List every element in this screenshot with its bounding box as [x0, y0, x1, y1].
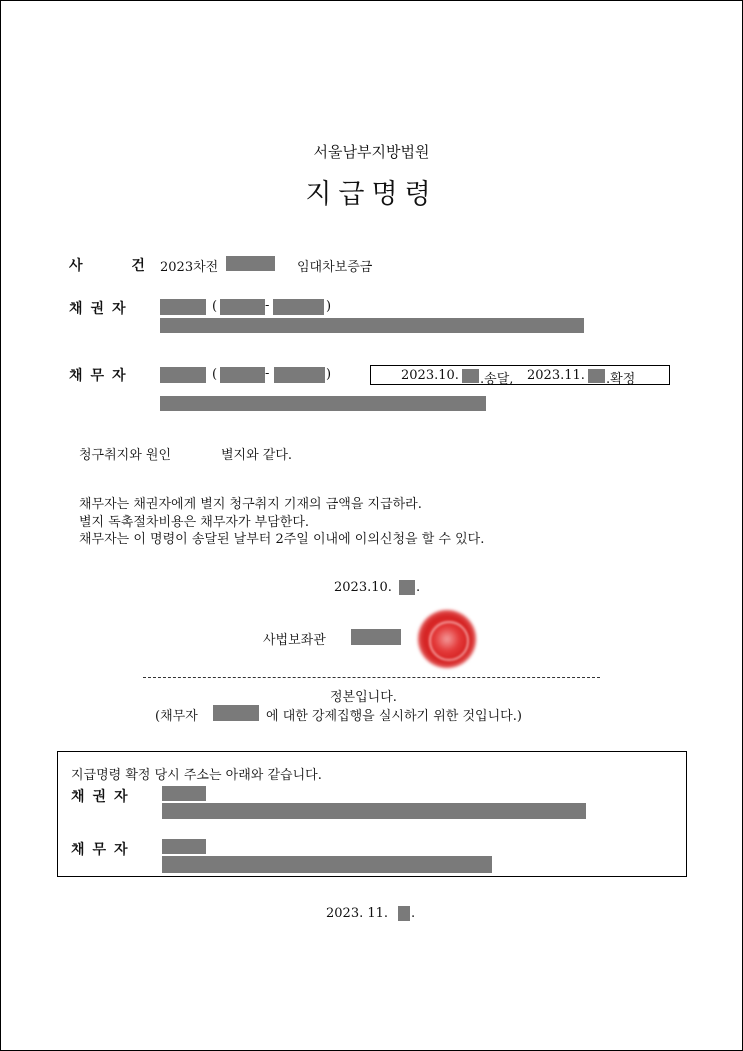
redacted-debtor-name [160, 367, 206, 383]
redacted-confirmed-day [588, 369, 605, 383]
case-label: 사 건 [69, 258, 167, 274]
address-box-intro: 지급명령 확정 당시 주소는 아래와 같습니다. [71, 768, 322, 783]
court-name: 서울남부지방법원 [313, 143, 430, 161]
redacted-address-creditor-name [162, 786, 206, 801]
certified-line-2-prefix: (채무자 [155, 709, 198, 724]
redacted-certified-debtor [213, 705, 259, 721]
final-date-suffix: . [411, 906, 416, 921]
issue-date-prefix: 2023.10. [334, 580, 392, 595]
confirmed-date-suffix: .확정 [606, 372, 636, 387]
redacted-address-creditor-address [162, 803, 586, 819]
certified-line-1: 정본입니다. [330, 690, 397, 705]
order-line-1: 채무자는 채권자에게 별지 청구취지 기재의 금액을 지급하라. [79, 497, 422, 512]
claim-lead: 청구취지와 원인 [79, 448, 172, 463]
order-line-3: 채무자는 이 명령이 송달된 날부터 2주일 이내에 이의신청을 할 수 있다. [79, 532, 485, 547]
address-debtor-label: 채무자 [71, 842, 136, 858]
redacted-creditor-address [160, 318, 584, 333]
creditor-label: 채권자 [69, 301, 134, 317]
debtor-dash: - [265, 366, 270, 381]
redacted-final-day [398, 906, 410, 921]
confirmed-date-prefix: 2023.11. [527, 368, 585, 383]
redacted-debtor-id-front [220, 367, 265, 383]
redacted-officer-name [351, 629, 401, 645]
document-title: 지급명령 [305, 179, 438, 210]
creditor-close-paren: ) [326, 299, 332, 314]
claim-value: 별지와 같다. [221, 448, 293, 463]
redacted-sent-day [462, 369, 479, 383]
creditor-dash: - [265, 298, 270, 313]
debtor-close-paren: ) [326, 367, 332, 382]
redacted-creditor-id-front [220, 299, 265, 315]
redacted-issue-day [399, 580, 415, 595]
redacted-address-debtor-address [162, 856, 492, 873]
certified-line-2-suffix: 에 대한 강제집행을 실시하기 위한 것입니다.) [266, 709, 522, 724]
creditor-open-paren: ( [212, 299, 218, 314]
court-seal-ring [429, 621, 469, 661]
redacted-case-number [226, 256, 275, 271]
redacted-address-debtor-name [162, 839, 206, 854]
address-creditor-label: 채권자 [71, 789, 136, 805]
debtor-open-paren: ( [212, 367, 218, 382]
order-line-2: 별지 독촉절차비용은 채무자가 부담한다. [79, 515, 310, 530]
sent-date-suffix: .송달, [480, 372, 514, 387]
redacted-debtor-address [160, 396, 486, 411]
dashed-divider [143, 677, 600, 678]
sent-date-prefix: 2023.10. [401, 368, 459, 383]
debtor-label: 채무자 [69, 368, 134, 384]
case-number: 2023차전 [160, 260, 219, 275]
redacted-creditor-id-back [273, 299, 324, 315]
final-date-prefix: 2023. 11. [326, 906, 389, 921]
officer-title: 사법보좌관 [263, 633, 326, 648]
redacted-debtor-id-back [274, 367, 325, 383]
redacted-creditor-name [160, 299, 206, 315]
case-name: 임대차보증금 [297, 260, 373, 275]
issue-date-suffix: . [416, 580, 421, 595]
